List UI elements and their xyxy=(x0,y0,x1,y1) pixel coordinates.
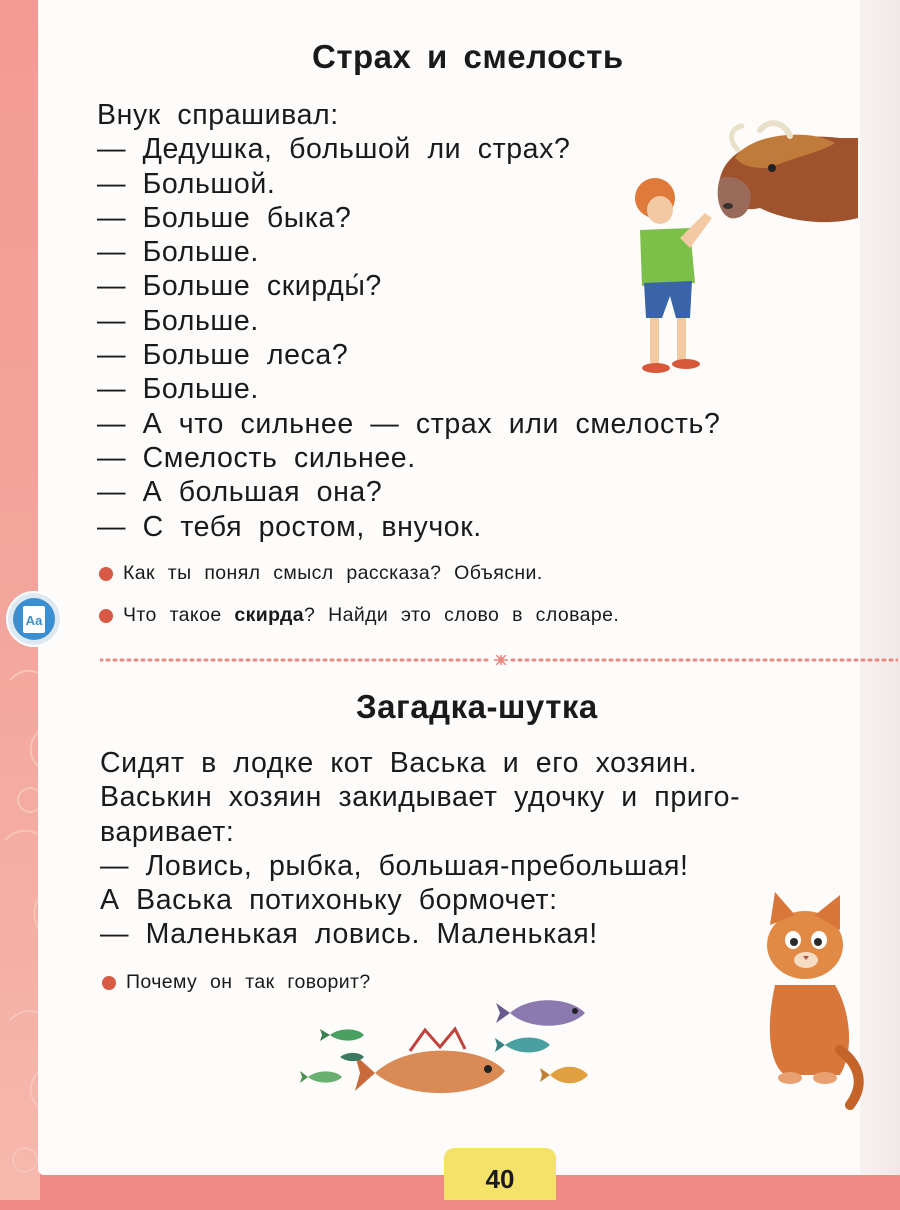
story-line: Внук спрашивал: xyxy=(97,99,339,131)
riddle-text xyxy=(100,746,740,952)
boy-icon xyxy=(635,178,712,373)
story-line: — А что сильнее — страх или смелость? xyxy=(97,407,721,440)
story-line: — Больше скирды́? xyxy=(97,270,382,303)
fish-icon xyxy=(540,1067,588,1084)
story-title: Страх и смелость xyxy=(312,38,624,75)
story-line: — Большой. xyxy=(97,167,276,200)
bullet-icon xyxy=(99,567,113,581)
story-line: — Больше. xyxy=(97,304,259,337)
riddle-line: Васькин хозяин закидывает удочку и приго- xyxy=(100,781,741,814)
story-line: — Больше. xyxy=(97,373,259,406)
bullet-icon xyxy=(99,609,113,623)
fish-illustration xyxy=(300,985,600,1110)
fish-icon xyxy=(495,1038,550,1053)
dictionary-icon[interactable] xyxy=(5,590,63,648)
story-line: — Дедушка, большой ли страх? xyxy=(97,133,571,166)
fish-icon xyxy=(320,1029,364,1041)
story-line: — А большая она? xyxy=(97,476,383,509)
bull-icon xyxy=(718,123,858,222)
story-line: — С тебя ростом, внучок. xyxy=(97,510,482,543)
question-meaning xyxy=(99,562,543,585)
dictionary-icon-label: Аа xyxy=(25,613,43,628)
question-text: Как ты понял смысл рассказа? Объясни. xyxy=(123,562,543,584)
bullet-icon xyxy=(102,976,116,990)
cat-illustration xyxy=(755,890,870,1115)
story-line: — Больше. xyxy=(97,236,259,269)
question-text xyxy=(123,604,619,627)
story-line: — Больше быка? xyxy=(97,201,352,234)
boy-and-bull-illustration xyxy=(620,118,860,380)
section-divider xyxy=(100,655,898,665)
riddle-line: — Маленькая ловись. Маленькая! xyxy=(100,918,598,951)
story-line: — Смелость сильнее. xyxy=(97,441,416,474)
question-text-part: ? Найди это слово в словаре. xyxy=(304,604,620,626)
question-dictionary xyxy=(99,604,619,627)
story-line: — Больше леса? xyxy=(97,339,349,372)
star-icon xyxy=(494,655,508,665)
question-text-part: Что такое xyxy=(123,604,235,626)
page-number: 40 xyxy=(444,1148,556,1200)
cat-icon xyxy=(767,892,859,1105)
keyword-skirda: скирда xyxy=(234,604,305,626)
riddle-title: Загадка-шутка xyxy=(356,688,598,725)
riddle-line: Сидят в лодке кот Васька и его хозяин. xyxy=(100,747,698,779)
question-text: Почему он так говорит? xyxy=(126,971,371,993)
riddle-line: — Ловись, рыбка, большая-пребольшая! xyxy=(100,849,689,882)
riddle-line: варивает: xyxy=(100,815,235,848)
riddle-line: А Васька потихоньку бормочет: xyxy=(100,884,558,917)
fish-icon xyxy=(496,1000,585,1026)
fish-icon xyxy=(300,1071,342,1083)
fish-icon xyxy=(355,1029,505,1093)
